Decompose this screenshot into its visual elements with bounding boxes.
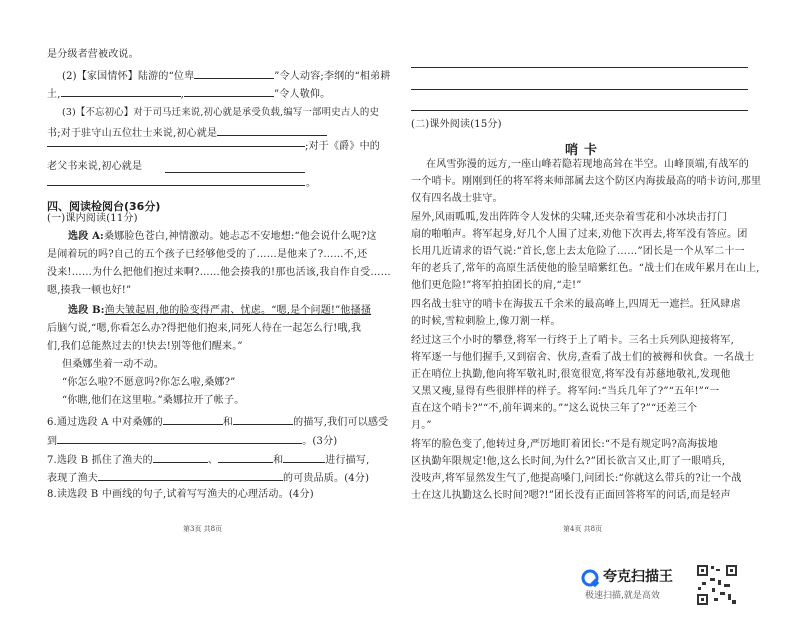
text-line: 将军逐一与他们握手,又到宿舍、伙房,查看了战士们的被褥和伙食。一名战士 — [411, 352, 755, 363]
text-line: 没吱声,将军显然发生气了,他提高嗓门,问团长:“你就这么带兵的?让一个战 — [411, 473, 742, 484]
answer-blank[interactable] — [217, 125, 327, 136]
text-line: 是闹着玩的吗?自己的五个孩子已经够他受的了……是他来了?……不,还 — [47, 249, 368, 260]
answer-line[interactable] — [411, 110, 748, 111]
question-8: 8.读选段 B 中画线的句子,试着写写渔夫的心理活动。(4分) — [47, 489, 314, 500]
text-line: 后脑勺说,“嗯,你看怎么办?得把他们抱来,同死人待在一起怎么行!哦,我 — [47, 323, 362, 334]
text-line: 和 — [273, 455, 284, 466]
question-3-cont — [47, 125, 327, 140]
text-line: 和 — [222, 417, 234, 428]
text-line: 但桑娜坐着一动不动。 — [62, 359, 164, 370]
text-line: ”令人敬仰。 — [273, 89, 331, 100]
text-line: 。(3分) — [302, 436, 338, 447]
option-label: 选段 B: — [68, 305, 105, 316]
option-b-line — [68, 304, 371, 317]
text-line: (2)【家国情怀】陆游的“位卑 — [62, 71, 195, 82]
text-line: 直在这个哨卡?”“不,前年调来的。”“这么说快三年了?”“还差三个 — [411, 403, 698, 414]
text-line: 们,我们总能熬过去的!快去!别等他们醒来。” — [47, 341, 243, 352]
answer-line[interactable] — [165, 172, 305, 173]
answer-blank[interactable] — [184, 86, 274, 97]
text-line: 长用几近请求的语气说:“首长,您上去太危险了……”团长是一个从军二十一 — [411, 246, 745, 257]
text-line: 月。” — [411, 420, 432, 431]
brand-name: 夸克扫描王 — [603, 569, 673, 585]
text-line: 扇的啪啪声。将军起身,好几个人围了过来,劝他下次再去,将军没有答应。团 — [411, 229, 748, 240]
question-7-cont — [47, 470, 369, 485]
question-2 — [62, 68, 390, 83]
question-6-cont — [47, 433, 337, 448]
question-2-cont — [47, 86, 330, 101]
question-3-end — [47, 160, 142, 173]
answer-blank[interactable] — [153, 452, 208, 463]
text-line: 士在这儿执勤这么长时间?嗯?!”团长没有正面回答将军的问话,而是轻声 — [411, 490, 731, 501]
text-line: “你瞧,他们在这里啦。”桑娜拉开了帐子。 — [62, 395, 245, 406]
text-line: 进行描写, — [325, 455, 370, 466]
text-line: 土, — [47, 89, 61, 100]
text-line: 他们更危险!”将军拍拍团长的肩,“走!” — [411, 280, 582, 291]
answer-blank[interactable] — [194, 68, 274, 79]
answer-line[interactable] — [47, 185, 305, 186]
text-line: 区执勤年限规定!他,这么长时间,为什么?”团长欲言又止,盯了一眼哨兵, — [411, 456, 726, 467]
scanner-watermark — [581, 566, 696, 602]
answer-blank[interactable] — [233, 414, 293, 425]
article-title: 哨卡 — [565, 143, 604, 158]
page-footer: 第3页 共8页 — [183, 525, 223, 533]
text-line: 到 — [47, 436, 58, 447]
text-line: 正在哨位上执勤,他向将军敬礼时,很宽很宽,将军没有苏慈地敬礼,发现他 — [411, 369, 731, 380]
subsection-title: (二)课外阅读(15分) — [411, 119, 502, 130]
answer-blank[interactable] — [61, 86, 181, 97]
text-line: 桑娜脸色苍白,神情激动。她忐忑不安地想:“他会说什么呢?这 — [103, 231, 377, 242]
question-6 — [47, 414, 388, 429]
answer-blank[interactable] — [57, 433, 302, 444]
answer-blank[interactable] — [98, 470, 283, 481]
answer-line[interactable] — [411, 67, 748, 68]
text-line: 6.通过选段 A 中对桑娜的 — [47, 417, 163, 428]
text-line: ”令人动容;李纲的“相弟耕 — [274, 71, 391, 82]
option-label: 选段 A: — [68, 231, 104, 242]
text-line: 渔夫皱起眉,他的脸变得严肃、忧虑。“嗯,是个问题!”他搔搔 — [104, 305, 372, 316]
text-line: (3)【不忘初心】对于司马迁来说,初心就是承受负载,编写一部明史古人的史 — [62, 107, 380, 118]
answer-line[interactable] — [47, 146, 305, 147]
text-line: 7.选段 B 抓住了渔夫的 — [47, 455, 153, 466]
text-line: “你怎么啦?不愿意吗?你怎么啦,桑娜?” — [62, 377, 236, 388]
answer-line[interactable] — [411, 89, 748, 90]
text-line: 将军的脸色变了,他转过身,严厉地盯着团长:“不是有规定吗?高海拔地 — [411, 439, 718, 450]
text-line: 又黑又瘦,显得有些很胖样的样子。将军问:“当兵几年了?”“五年!”“一 — [411, 386, 720, 397]
text-line: 表现了渔夫 — [47, 473, 98, 484]
question-7 — [47, 452, 369, 467]
text-line: 、 — [207, 455, 219, 466]
text-line: 的时候,雪粒刺脸上,像刀割一样。 — [411, 316, 561, 327]
text-line: 在风雪弥漫的远方,一座山峰若隐若现地高耸在半空。山峰顶端,有战军的 — [426, 159, 749, 170]
brand-slogan: 极速扫描,就是高效 — [585, 591, 660, 601]
text-line: 。 — [306, 178, 317, 189]
text-line: 的描写,我们可以感受 — [293, 417, 389, 428]
subsection-title: (一)课内阅读(11分) — [47, 213, 138, 224]
text-line: 嗯,揍我一顿也好!” — [47, 285, 132, 296]
text-line: 是分级者营被改说。 — [47, 49, 139, 60]
text-line: 的可贵品质。(4分) — [283, 473, 370, 484]
text-line: 年的老兵了,常年的高原生活使他的脸呈暗紫红色。“战士们在成年累月在山上, — [411, 263, 760, 274]
text-line: ;对于《爵》中的 — [305, 141, 380, 152]
text-line: 仅有四名战士驻守。 — [411, 193, 503, 204]
text-line: 书;对于驻守山五位壮士来说,初心就是 — [47, 128, 218, 139]
text-line: 屋外,风雨呱呱,发出阵阵令人发怵的尖啸,还夹杂着雪花和小冰块击打门 — [411, 212, 728, 223]
answer-blank[interactable] — [283, 452, 325, 463]
text-line: , — [180, 89, 184, 100]
text-line: 老父书来说,初心就是 — [47, 161, 143, 172]
answer-blank[interactable] — [218, 452, 273, 463]
text-line: 四名战士驻守的哨卡在海拔五千余米的最高峰上,四周无一遮拦。狂风肆虐 — [411, 299, 741, 310]
section-title: 四、阅读检阅台(36分) — [47, 200, 161, 213]
page-footer: 第4页 共8页 — [563, 525, 603, 533]
option-a-line — [68, 230, 377, 243]
text-line: 没来!……为什么把他们抱过来啊?……他会揍我的!那也活该,我自作自受…… — [47, 267, 391, 278]
text-line: 一个哨卡。刚刚到任的将军将来师部属去这个防区内海拔最高的哨卡访问,那里 — [411, 176, 762, 187]
qr-code-icon — [696, 564, 738, 606]
text-line: 经过这三个小时的攀登,将军一行终于上了哨卡。三名士兵列队迎接将军, — [411, 335, 734, 346]
answer-blank[interactable] — [163, 414, 223, 425]
brand-logo-icon — [581, 569, 599, 587]
